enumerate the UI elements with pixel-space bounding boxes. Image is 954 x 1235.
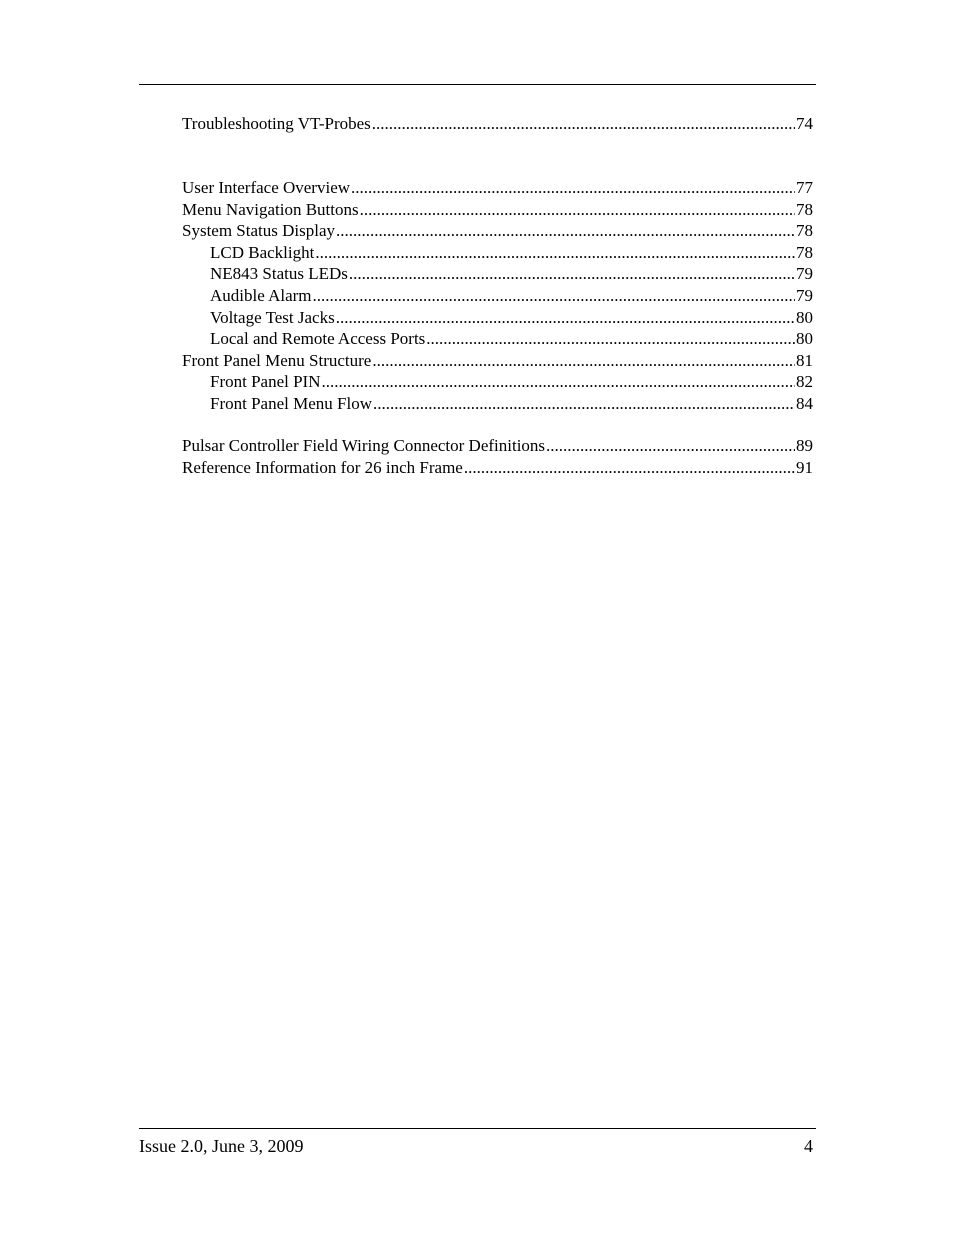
toc-entry-title: System Status Display	[182, 221, 336, 241]
toc-entry-title: Local and Remote Access Ports	[210, 329, 426, 349]
toc-subentry[interactable]	[182, 242, 813, 264]
toc-entry-page: 79	[796, 285, 813, 305]
toc-entry-page: 74	[796, 114, 813, 133]
toc-entry-title: Pulsar Controller Field Wiring Connector Definitions	[182, 436, 546, 455]
toc-subentry[interactable]	[182, 285, 813, 307]
toc-dot-leader	[349, 263, 795, 285]
toc-entry-title: LCD Backlight	[210, 242, 315, 262]
toc-subentry[interactable]	[182, 371, 813, 393]
toc-dot-leader	[372, 113, 795, 135]
toc-entry-page: 84	[796, 393, 813, 413]
toc-subentry[interactable]	[182, 393, 813, 415]
toc-dot-leader	[464, 457, 795, 479]
toc-entry[interactable]	[182, 350, 813, 372]
toc-entry[interactable]	[182, 199, 813, 221]
toc-dot-leader	[373, 393, 795, 415]
toc-group	[182, 177, 813, 415]
footer-page-number: 4	[804, 1136, 813, 1156]
toc-entry[interactable]	[182, 177, 813, 199]
toc-entry-page: 80	[796, 329, 813, 349]
toc-dot-leader	[546, 435, 795, 457]
toc-group	[182, 435, 813, 478]
toc-entry-page: 78	[796, 199, 813, 219]
toc-group	[182, 113, 813, 135]
toc-dot-leader	[372, 350, 795, 372]
toc-subentry[interactable]	[182, 328, 813, 350]
toc-dot-leader	[322, 371, 796, 393]
toc-entry-page: 78	[796, 242, 813, 262]
toc-entry-title: Voltage Test Jacks	[210, 307, 335, 327]
toc-dot-leader	[336, 307, 795, 329]
toc-entry[interactable]	[182, 220, 813, 242]
toc-dot-leader	[426, 328, 795, 350]
toc-entry-title: Front Panel Menu Flow	[210, 393, 372, 413]
toc-entry-page: 78	[796, 221, 813, 241]
toc-entry-title: Menu Navigation Buttons	[182, 199, 359, 219]
toc-dot-leader	[336, 220, 795, 242]
footer-issue-date: Issue 2.0, June 3, 2009	[139, 1136, 304, 1156]
toc-dot-leader	[351, 177, 795, 199]
toc-entry[interactable]	[182, 457, 813, 479]
toc-entry[interactable]	[182, 113, 813, 135]
toc-dot-leader	[315, 242, 795, 264]
header-rule	[139, 84, 816, 85]
toc-entry-title: Front Panel Menu Structure	[182, 350, 372, 370]
toc-entry-title: Front Panel PIN	[210, 372, 321, 392]
toc-dot-leader	[313, 285, 795, 307]
toc-subentry[interactable]	[182, 307, 813, 329]
toc-entry-page: 79	[796, 264, 813, 284]
toc-entry-title: Audible Alarm	[210, 285, 312, 305]
toc-subentry[interactable]	[182, 263, 813, 285]
toc-entry-page: 91	[796, 457, 813, 477]
toc-dot-leader	[360, 199, 795, 221]
toc-entry-page: 89	[796, 436, 813, 455]
toc-entry[interactable]	[182, 435, 813, 457]
toc-entry-page: 77	[796, 178, 813, 197]
toc-entry-page: 81	[796, 350, 813, 370]
toc-entry-title: Reference Information for 26 inch Frame	[182, 457, 463, 477]
toc-entry-title: User Interface Overview	[182, 178, 351, 197]
toc-entry-title: Troubleshooting VT-Probes	[182, 114, 371, 133]
footer-rule	[139, 1128, 816, 1129]
toc-entry-page: 80	[796, 307, 813, 327]
toc-entry-page: 82	[796, 372, 813, 392]
toc-entry-title: NE843 Status LEDs	[210, 264, 348, 284]
